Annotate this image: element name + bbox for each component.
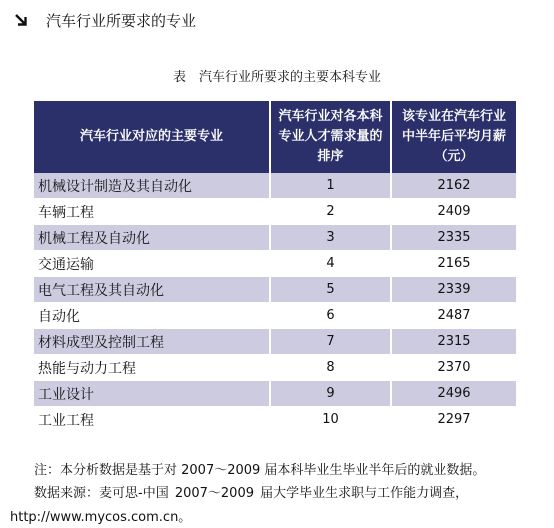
salary-cell: 2496 (392, 381, 516, 407)
table-row (34, 277, 516, 303)
rank-cell: 4 (271, 251, 392, 277)
rank-cell: 10 (271, 407, 392, 433)
arrow-down-right-icon (14, 13, 28, 27)
majors-table (34, 101, 516, 433)
rank-cell: 7 (271, 329, 392, 355)
section-header (14, 8, 196, 32)
major-cell: 机械设计制造及其自动化 (34, 173, 271, 199)
column-header-major: 汽车行业对应的主要专业 (34, 101, 271, 173)
table-row (34, 355, 516, 381)
rank-cell: 9 (271, 381, 392, 407)
rank-cell: 8 (271, 355, 392, 381)
major-cell: 机械工程及自动化 (34, 225, 271, 251)
table-row (34, 251, 516, 277)
table-header-row (34, 101, 516, 173)
salary-cell: 2315 (392, 329, 516, 355)
major-cell: 材料成型及控制工程 (34, 329, 271, 355)
salary-cell: 2165 (392, 251, 516, 277)
salary-cell: 2162 (392, 173, 516, 199)
rank-cell: 5 (271, 277, 392, 303)
table-row (34, 173, 516, 199)
major-cell: 电气工程及其自动化 (34, 277, 271, 303)
data-source: 数据来源：麦可思-中国 2007～2009 届大学毕业生求职与工作能力调查， (34, 486, 469, 501)
rank-cell: 6 (271, 303, 392, 329)
major-cell: 车辆工程 (34, 199, 271, 225)
column-header-rank: 汽车行业对各本科专业人才需求量的排序 (271, 101, 392, 173)
table-row (34, 303, 516, 329)
table-row (34, 407, 516, 433)
salary-cell: 2370 (392, 355, 516, 381)
major-cell: 热能与动力工程 (34, 355, 271, 381)
salary-cell: 2335 (392, 225, 516, 251)
column-header-salary: 该专业在汽车行业中半年后平均月薪（元） (392, 101, 516, 173)
table-row (34, 381, 516, 407)
rank-cell: 2 (271, 199, 392, 225)
table-row (34, 199, 516, 225)
table-row (34, 225, 516, 251)
major-cell: 工业工程 (34, 407, 271, 433)
table-body (34, 173, 516, 433)
salary-cell: 2297 (392, 407, 516, 433)
major-cell: 自动化 (34, 303, 271, 329)
major-cell: 工业设计 (34, 381, 271, 407)
table-row (34, 329, 516, 355)
salary-cell: 2339 (392, 277, 516, 303)
section-title: 汽车行业所要求的专业 (46, 11, 197, 30)
salary-cell: 2487 (392, 303, 516, 329)
source-url: http://www.mycos.com.cn。 (10, 510, 192, 525)
salary-cell: 2409 (392, 199, 516, 225)
major-cell: 交通运输 (34, 251, 271, 277)
rank-cell: 1 (271, 173, 392, 199)
table-caption: 表 汽车行业所要求的主要本科专业 (172, 70, 381, 85)
rank-cell: 3 (271, 225, 392, 251)
footnote: 注：本分析数据是基于对 2007～2009 届本科毕业生毕业半年后的就业数据。 (34, 463, 486, 478)
